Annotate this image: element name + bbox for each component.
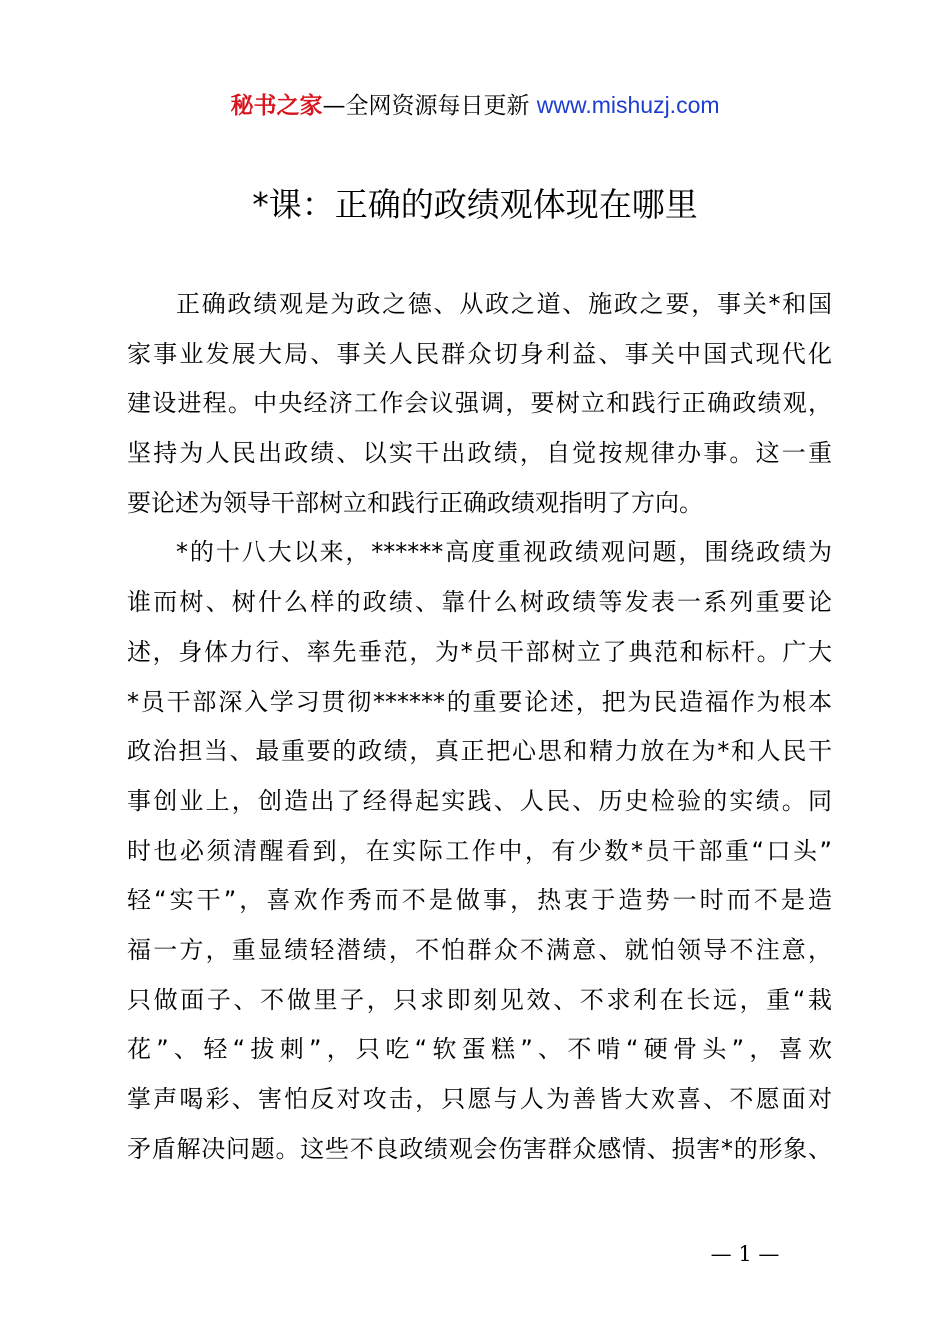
brand-name: 秘书之家 — [230, 93, 323, 119]
paragraph-1-line: 坚持为人民出政绩、以实干出政绩，自觉按规律办事。这一重 — [127, 439, 832, 468]
paragraph-2-line: 掌声喝彩、害怕反对攻击，只愿与人为善皆大欢喜、不愿面对 — [127, 1085, 832, 1113]
paragraph-1-line: 建设进程。中央经济工作会议强调，要树立和践行正确政绩观， — [127, 389, 832, 418]
paragraph-1-line: 家事业发展大局、事关人民群众切身利益、事关中国式现代化 — [127, 339, 832, 368]
paragraph-2-line: *员干部深入学习贯彻******的重要论述，把为民造福作为根本 — [127, 687, 832, 716]
paragraph-2-line: 谁而树、树什么样的政绩、靠什么树政绩等发表一系列重要论 — [127, 588, 832, 617]
paragraph-2-line: 时也必须清醒看到，在实际工作中，有少数*员干部重“口头” — [127, 836, 832, 865]
paragraph-2-line: 矛盾解决问题。这些不良政绩观会伤害群众感情、损害*的形象、 — [127, 1134, 832, 1163]
article-body — [127, 280, 832, 1174]
header-slogan: —全网资源每日更新 — [322, 93, 530, 119]
paragraph-1-line: 要论述为领导干部树立和践行正确政绩观指明了方向。 — [127, 488, 703, 517]
site-header — [0, 86, 950, 125]
page-title: *课：正确的政绩观体现在哪里 — [252, 185, 698, 224]
paragraph-2-line: 轻“实干”，喜欢作秀而不是做事，热衷于造势一时而不是造 — [127, 886, 832, 915]
paragraph-1-line: 正确政绩观是为政之德、从政之道、施政之要，事关*和国 — [176, 290, 832, 318]
paragraph-2-line: 只做面子、不做里子，只求即刻见效、不求利在长远，重“栽 — [127, 985, 832, 1014]
paragraph-2-line: 述，身体力行、率先垂范，为*员干部树立了典范和标杆。广大 — [127, 637, 832, 666]
paragraph-2-line: *的十八大以来，******高度重视政绩观问题，围绕政绩为 — [176, 538, 832, 567]
site-url-link[interactable]: www.mishuzj.com — [536, 92, 720, 118]
paragraph-2-line: 事创业上，创造出了经得起实践、人民、历史检验的实绩。同 — [127, 786, 832, 815]
paragraph-2-line: 花”、轻“拔刺”，只吃“软蛋糕”、不啃“硬骨头”，喜欢 — [127, 1035, 832, 1064]
page-number: — 1 — — [710, 1242, 780, 1266]
paragraph-2-line: 政治担当、最重要的政绩，真正把心思和精力放在为*和人民干 — [127, 737, 832, 766]
paragraph-2-line: 福一方，重显绩轻潜绩，不怕群众不满意、就怕领导不注意， — [127, 935, 832, 964]
